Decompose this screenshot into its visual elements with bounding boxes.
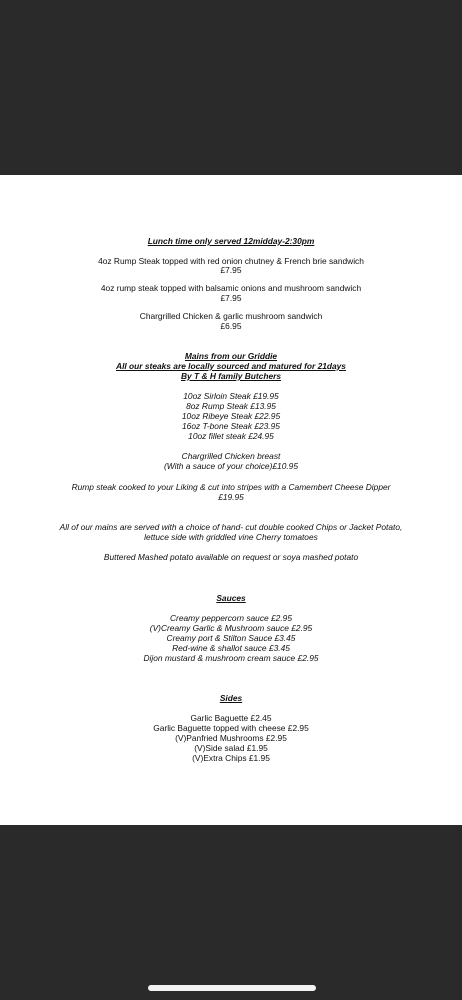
side-item: Garlic Baguette £2.45	[190, 713, 272, 723]
lunch-item-2-price: £7.95	[220, 293, 242, 303]
served-note-1: All of our mains are served with a choice of hand- cut double cooked Chips or Jacket Potato,	[59, 522, 403, 532]
mains-butchers: By T & H family Butchers	[180, 371, 282, 381]
mains-subheading: All our steaks are locally sourced and matured for 21days	[116, 361, 346, 371]
mains-heading: Mains from our Griddie	[184, 351, 278, 361]
lunch-item-3-price: £6.95	[220, 321, 242, 331]
side-item: (V)Panfried Mushrooms £2.95	[175, 733, 287, 743]
steak-item: 10oz fillet steak £24.95	[188, 431, 274, 441]
steak-item: 10oz Sirloin Steak £19.95	[183, 391, 279, 401]
side-item: (V)Side salad £1.95	[194, 743, 268, 753]
rump-strips-price: £19.95	[218, 492, 244, 502]
sauces-heading: Sauces	[216, 593, 246, 603]
sides-heading: Sides	[219, 693, 243, 703]
lunch-item-1-desc: 4oz Rump Steak topped with red onion chutney & French brie sandwich	[98, 256, 364, 266]
side-item: Garlic Baguette topped with cheese £2.95	[153, 723, 309, 733]
home-indicator[interactable]	[148, 985, 316, 991]
lunch-item-2-desc: 4oz rump steak topped with balsamic onions and mushroom sandwich	[100, 283, 362, 293]
side-item: (V)Extra Chips £1.95	[192, 753, 270, 763]
steak-item: 16oz T-bone Steak £23.95	[182, 421, 280, 431]
lunch-heading: Lunch time only served 12midday-2:30pm	[147, 236, 315, 246]
menu-page	[0, 175, 462, 825]
steak-item: 10oz Ribeye Steak £22.95	[181, 411, 281, 421]
sauce-item: Creamy port & Stilton Sauce £3.45	[166, 633, 296, 643]
sauce-item: Dijon mustard & mushroom cream sauce £2.95	[143, 653, 319, 663]
steak-item: 8oz Rump Steak £13.95	[186, 401, 276, 411]
lunch-item-3-desc: Chargrilled Chicken & garlic mushroom sandwich	[139, 311, 323, 321]
chicken-title: Chargrilled Chicken breast	[181, 451, 281, 461]
bottom-dark-bar	[0, 825, 462, 1000]
chicken-detail: (With a sauce of your choice)£10.95	[164, 461, 298, 471]
sauce-item: Creamy peppercorn sauce £2.95	[170, 613, 292, 623]
served-note-2: lettuce side with griddled vine Cherry tomatoes	[144, 532, 318, 542]
rump-strips-desc: Rump steak cooked to your Liking & cut into stripes with a Camembert Cheese Dipper	[71, 482, 391, 492]
lunch-item-1-price: £7.95	[220, 265, 242, 275]
sauce-item: Red-wine & shallot sauce £3.45	[172, 643, 290, 653]
top-dark-bar	[0, 0, 462, 175]
sauce-item: (V)Creamy Garlic & Mushroom sauce £2.95	[149, 623, 313, 633]
mash-note: Buttered Mashed potato available on request or soya mashed potato	[103, 552, 359, 562]
